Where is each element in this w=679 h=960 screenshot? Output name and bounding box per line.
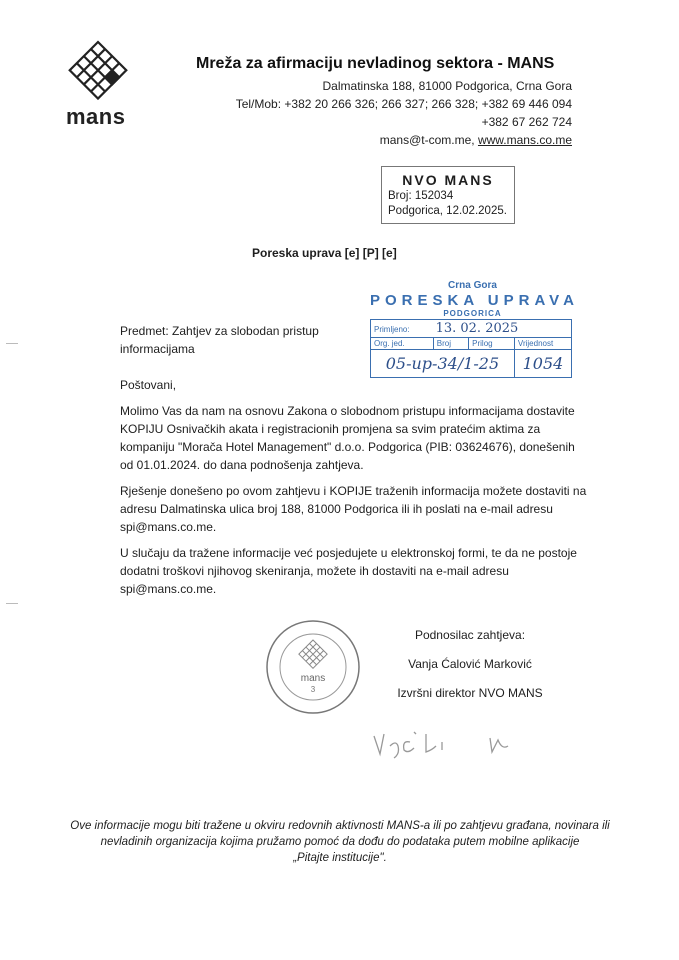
header-number: Broj <box>433 338 468 350</box>
signature-label: Podnosilac zahtjeva: <box>414 628 526 642</box>
org-address: Dalmatinska 188, 81000 Podgorica, Crna Gora <box>322 79 572 93</box>
signatory-title: Izvršni direktor NVO MANS <box>397 686 543 700</box>
registry-number: Broj: 152034 <box>388 190 454 202</box>
received-date: 13. 02. 2025 <box>435 321 519 336</box>
paragraph-request: Molimo Vas da nam na osnovu Zakona o slobodnom pristupu informacijama dostavite KOPIJU Osnivačkih akata i registracionih promjena sa svim pratećim aktima za kompaniju "Morača Hotel Management" d.o.o. Podgorica (PIB: 03624676), donešenih od 01.01.2024. do dana podnošenja zahtjeva. <box>120 404 575 472</box>
footer-line-3: „Pitajte institucije". <box>293 852 387 864</box>
seal-number: 3 <box>310 685 316 694</box>
handwritten-signature <box>370 724 540 760</box>
header-org-unit: Org. jed. <box>371 338 434 350</box>
received-label: Primljeno: <box>374 325 410 334</box>
salutation: Poštovani, <box>120 378 177 392</box>
paragraph-delivery: Rješenje donešeno po ovom zahtjevu i KOPIJE traženih informacija možete dostaviti na adresu Dalmatinska ulica broj 188, 81000 Podgorica ili ih poslati na e-mail adresu spi@mans.co.me. <box>120 484 587 534</box>
org-email[interactable]: mans@t-com.me, <box>379 133 478 147</box>
header-value: Vrijednost <box>514 338 571 350</box>
org-website-link[interactable]: www.mans.co.me <box>477 133 572 147</box>
seal-icon <box>264 618 362 716</box>
receipt-stamp-country: Crna Gora <box>448 280 497 291</box>
signature-icon <box>370 724 540 760</box>
fold-mark <box>6 343 18 344</box>
stamp-value: 1054 <box>514 350 571 378</box>
footer-note <box>40 818 640 866</box>
punch-mark <box>6 603 18 604</box>
registry-stamp <box>381 166 515 224</box>
receipt-stamp-city: PODGORICA <box>443 309 502 318</box>
mans-logo <box>62 38 134 104</box>
footer-line-2: nevladinih organizacija kojima pružamo pomoć da dođu do podataka putem mobilne aplikacije <box>100 836 580 848</box>
recipient: Poreska uprava [e] [P] [e] <box>252 246 397 260</box>
receipt-stamp-authority: PORESKA UPRAVA <box>370 292 579 309</box>
logo-text: mans <box>66 104 126 129</box>
receipt-stamp <box>370 280 579 378</box>
org-contact <box>380 133 572 147</box>
logo-grid-icon <box>62 38 134 104</box>
registry-place-date: Podgorica, 12.02.2025. <box>388 205 507 217</box>
organization-seal <box>264 618 362 716</box>
registry-stamp-title: NVO MANS <box>402 172 494 188</box>
org-phone-line-1: Tel/Mob: +382 20 266 326; 266 327; 266 328; +382 69 446 094 <box>235 97 572 111</box>
footer-line-1: Ove informacije mogu biti tražene u okviru redovnih aktivnosti MANS-a ili po zahtjevu građana, novinara ili <box>70 820 610 832</box>
subject-line: Predmet: Zahtjev za slobodan pristup informacijama <box>120 324 319 356</box>
seal-center-text: mans <box>300 673 326 684</box>
paragraph-electronic: U slučaju da tražene informacije već posjedujete u elektronskoj formi, te da ne postoje dodatni troškovi njihovog skeniranja, možete ih dostaviti na e-mail adresu spi@mans.co.me. <box>120 546 577 596</box>
letter-body <box>120 402 590 606</box>
org-phone-line-2: +382 67 262 724 <box>481 115 572 129</box>
header-attachment: Prilog <box>469 338 515 350</box>
organization-name: Mreža za afirmaciju nevladinog sektora - MANS <box>196 55 555 72</box>
signatory-name: Vanja Ćalović Marković <box>408 657 532 671</box>
reference-number: 05-up-34/1-25 <box>371 350 515 378</box>
receipt-stamp-table <box>370 319 572 378</box>
